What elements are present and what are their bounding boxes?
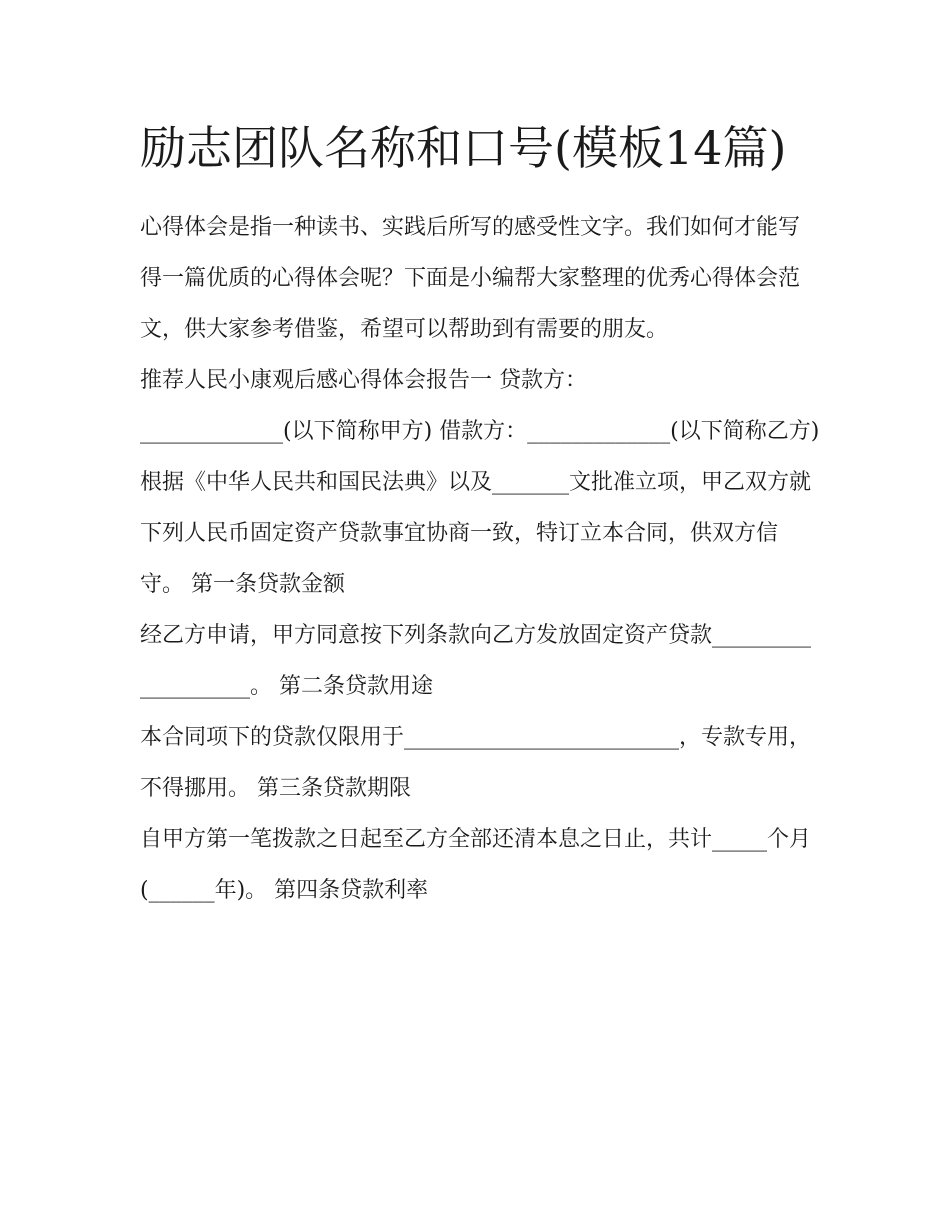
paragraph-recommend: 推荐人民小康观后感心得体会报告一 贷款方： <box>140 368 587 393</box>
paragraph-intro: 心得体会是指一种读书、实践后所写的感受性文字。我们如何才能写得一篇优质的心得体会呢？下面是小编帮大家整理的优秀心得体会范文，供大家参考借鉴，希望可以帮助到有需要的朋友。 <box>140 215 801 342</box>
paragraph-amount: 经乙方申请，甲方同意按下列条款向乙方发放固定资产贷款___________________。 第二条贷款用途 <box>140 623 812 699</box>
paragraph-parties: _____________(以下简称甲方) 借款方：_____________(以下简称乙方) <box>140 419 820 444</box>
paragraph-basis: 根据《中华人民共和国民法典》以及_______文批准立项，甲乙双方就下列人民币固定资产贷款事宜协商一致，特订立本合同，供双方信守。 第一条贷款金额 <box>140 470 812 597</box>
paragraph-term: 自甲方第一笔拨款之日起至乙方全部还清本息之日止，共计_____个月(______年)。 第四条贷款利率 <box>140 827 812 903</box>
document-page <box>140 110 820 916</box>
paragraph-purpose: 本合同项下的贷款仅限用于_________________________，专款专用，不得挪用。 第三条贷款期限 <box>140 725 812 801</box>
document-title: 励志团队名称和口号(模板14篇) <box>140 121 787 175</box>
